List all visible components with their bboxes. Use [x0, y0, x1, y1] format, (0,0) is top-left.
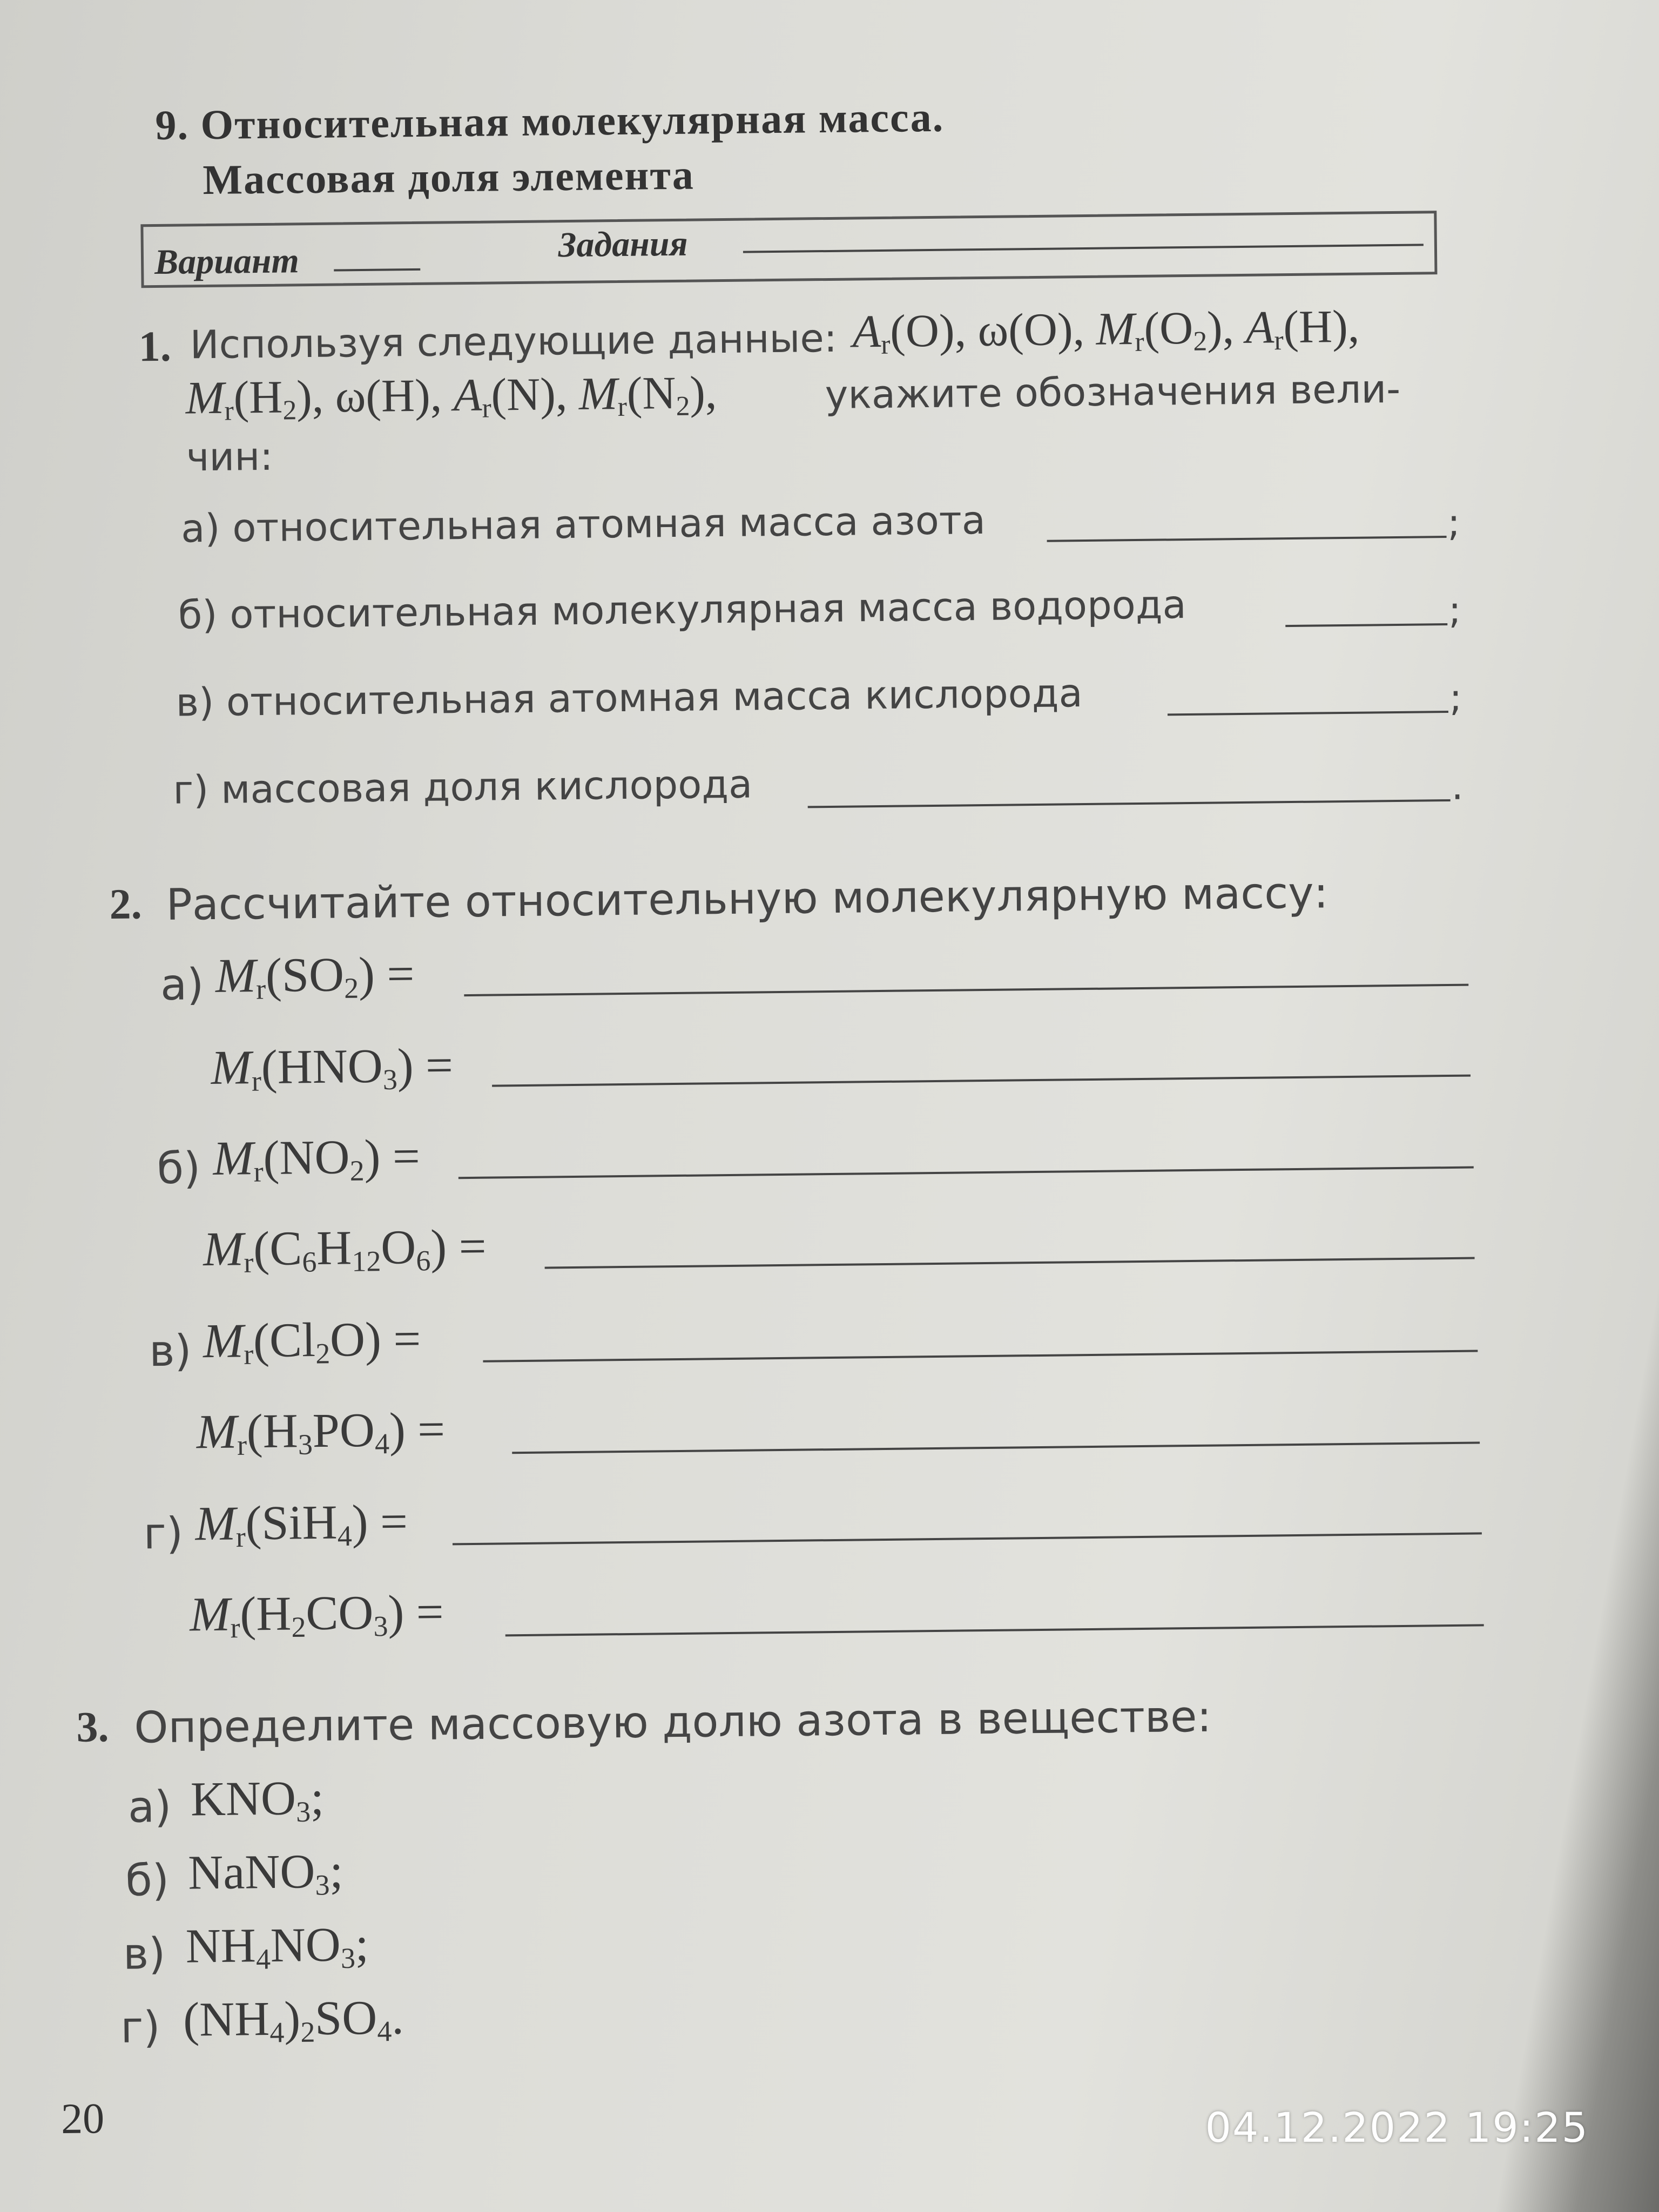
task2-letter-d: г) — [143, 1508, 184, 1559]
task1-item-a-end: ; — [1447, 500, 1461, 545]
task1-answer-b-line — [1285, 623, 1447, 627]
task3-letter-c: в) — [123, 1928, 166, 1979]
task1-number: 1. — [138, 322, 172, 371]
task3-number: 3. — [76, 1703, 109, 1751]
task2-formula-hno3: $M_r(HNO_3)$ = — [211, 1038, 454, 1097]
task2-answer-line-4 — [545, 1257, 1475, 1269]
task2-answer-line-8 — [505, 1624, 1484, 1636]
variant-blank — [334, 268, 420, 272]
task1-answer-c-line — [1168, 711, 1448, 716]
task1-answer-d-line — [808, 799, 1451, 808]
task2-formula-sih4: $M_r(SiH_4)$ = — [195, 1495, 408, 1554]
task2-answer-line-6 — [512, 1441, 1480, 1454]
page-number: 20 — [60, 2095, 105, 2143]
task2-answer-line-2 — [492, 1075, 1471, 1087]
task2-formula-h2co3: $M_r(H_2CO_3)$ = — [189, 1585, 444, 1644]
task2-answer-line-1 — [464, 984, 1468, 996]
task1-item-c: в) относительная атомная масса кислорода — [176, 670, 1083, 725]
task2-answer-line-5 — [483, 1350, 1478, 1362]
task2-formula-glucose: $M_r(C_6H_{12}O_6)$ = — [203, 1219, 487, 1279]
tasks-blank — [743, 244, 1424, 253]
task1-item-b-end: ; — [1448, 588, 1462, 632]
task1-text-line3: чин: — [186, 433, 273, 480]
task2-letter-c: в) — [149, 1325, 192, 1377]
tasks-label: Задания — [558, 224, 688, 265]
task2-formula-cl2o: $M_r(Cl_2O)$ = — [203, 1312, 421, 1371]
task2-text: Рассчитайте относительную молекулярную массу: — [166, 867, 1329, 930]
task3-text: Определите массовую долю азота в веществе: — [134, 1691, 1212, 1753]
task2-letter-a: а) — [160, 959, 204, 1010]
task2-formula-no2: $M_r(NO_2)$ = — [212, 1129, 421, 1188]
task1-answer-a-line — [1047, 536, 1447, 542]
task2-answer-line-3 — [458, 1166, 1474, 1179]
task3-formula-nh4so4: $(NH_4)_2SO_4$. — [183, 1991, 404, 2049]
task1-item-d: г) массовая доля кислорода — [172, 761, 753, 813]
task1-item-d-end: . — [1451, 764, 1464, 808]
task1-formulas-line1: $A_r(O)$, ω(O), $M_r(O_2)$, $A_r(H)$, — [852, 300, 1360, 360]
task1-item-c-end: ; — [1449, 675, 1462, 720]
task3-formula-kno3: $KNO_3$; — [190, 1771, 325, 1828]
task3-letter-a: а) — [127, 1781, 172, 1832]
task1-formulas-line2: $M_r(H_2)$, ω(H), $A_r(N)$, $M_r(N_2)$, — [185, 366, 717, 427]
variant-label: Вариант — [154, 241, 300, 282]
variant-tasks-box — [140, 211, 1437, 288]
task2-answer-line-7 — [453, 1532, 1482, 1545]
task3-formula-nh4no3: $NH_4NO_3$; — [185, 1918, 369, 1975]
task1-item-a: а) относительная атомная масса азота — [180, 497, 986, 551]
task2-number: 2. — [109, 880, 143, 928]
task3-letter-d: г) — [120, 2002, 161, 2053]
task3-letter-b: б) — [125, 1854, 170, 1906]
task2-letter-b: б) — [157, 1143, 201, 1194]
task3-formula-nano3: NaNO$_3$; — [187, 1844, 343, 1901]
task2-formula-h3po4: $M_r(H_3PO_4)$ = — [196, 1402, 446, 1462]
photo-timestamp: 04.12.2022 19:25 — [1205, 2103, 1589, 2152]
section-title-line1: 9. Относительная молекулярная масса. — [154, 93, 945, 149]
task1-text-line1: Используя следующие данные: — [190, 315, 838, 368]
task2-formula-so2: $M_r(SO_2)$ = — [215, 947, 415, 1006]
task1-item-b: б) относительная молекулярная масса водорода — [178, 582, 1187, 638]
section-title-line2: Массовая доля элемента — [203, 151, 695, 204]
task1-text-line2: укажите обозначения вели- — [825, 366, 1401, 418]
